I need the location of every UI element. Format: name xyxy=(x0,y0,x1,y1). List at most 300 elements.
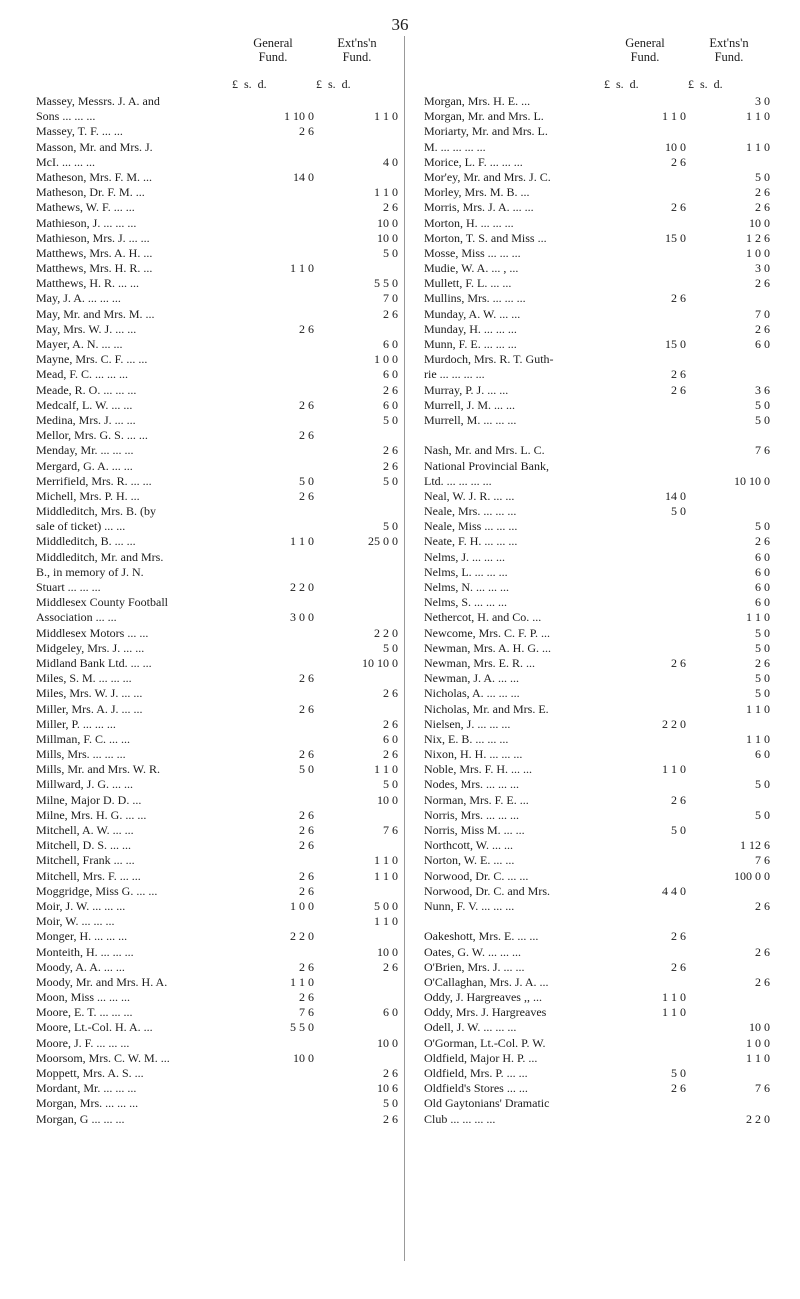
left-subscriber-list xyxy=(36,94,398,1127)
subscriber-row xyxy=(36,777,398,792)
subscriber-name: Munday, A. W. ... ... xyxy=(424,306,521,321)
extension-fund-amount: 2 2 0 xyxy=(374,625,398,640)
general-fund-amount: 2 6 xyxy=(671,200,686,215)
subscriber-name: O'Gorman, Lt.-Col. P. W. xyxy=(424,1035,546,1050)
left-column-headers xyxy=(36,36,398,94)
subscriber-name: May, Mrs. W. J. ... ... xyxy=(36,321,137,336)
subscriber-name: Oddy, Mrs. J. Hargreaves xyxy=(424,1005,547,1020)
subscriber-name: Murrell, M. ... ... ... xyxy=(424,412,517,427)
subscriber-name: Moorsom, Mrs. C. W. M. ... xyxy=(36,1050,170,1065)
extension-fund-amount: 1 0 0 xyxy=(746,245,770,260)
subscriber-name: Moppett, Mrs. A. S. ... xyxy=(36,1066,144,1080)
general-fund-amount: 2 6 xyxy=(299,671,314,686)
subscriber-name: Association ... ... xyxy=(36,610,117,625)
general-fund-amount: 14 0 xyxy=(665,488,686,503)
general-fund-amount: 2 6 xyxy=(299,807,314,822)
subscriber-row xyxy=(36,626,398,641)
extension-fund-amount: 2 6 xyxy=(755,321,770,336)
subscriber-name: Middleditch, Mrs. B. (by xyxy=(36,504,156,519)
extension-fund-amount: 2 6 xyxy=(383,458,398,473)
general-fund-header xyxy=(232,36,314,64)
subscriber-name: Neate, F. H. ... ... ... xyxy=(424,534,518,549)
subscriber-row xyxy=(36,884,398,899)
extension-fund-amount: 10 0 xyxy=(377,230,398,245)
subscriber-row xyxy=(36,550,398,565)
subscriber-row xyxy=(36,960,398,975)
extension-fund-amount: 5 0 xyxy=(755,169,770,184)
subscriber-row xyxy=(424,990,770,1005)
subscriber-name: Moggridge, Miss G. ... ... xyxy=(36,883,158,898)
extension-fund-amount: 5 0 xyxy=(755,412,770,427)
extension-fund-amount: 3 6 xyxy=(755,382,770,397)
general-fund-amount: 10 0 xyxy=(293,1050,314,1065)
general-fund-amount: 2 6 xyxy=(671,382,686,397)
general-fund-amount: 2 6 xyxy=(671,154,686,169)
extension-fund-amount: 10 10 0 xyxy=(734,473,770,488)
extension-fund-amount: 6 0 xyxy=(383,337,398,351)
extension-fund-amount: 5 0 xyxy=(383,1096,398,1111)
subscriber-row xyxy=(424,929,770,944)
subscriber-name: Munday, H. ... ... ... xyxy=(424,321,517,336)
subscriber-name: Mullins, Mrs. ... ... ... xyxy=(424,291,526,306)
subscriber-name: Mead, F. C. ... ... ... xyxy=(36,367,129,382)
subscriber-row xyxy=(36,519,398,534)
general-fund-amount: 2 6 xyxy=(671,792,686,807)
extension-fund-header xyxy=(688,36,770,64)
extension-fund-amount: 5 0 xyxy=(755,519,770,534)
subscriber-name: Mitchell, A. W. ... ... xyxy=(36,823,134,837)
general-fund-amount: 7 6 xyxy=(299,1005,314,1020)
subscriber-name: Sons ... ... ... xyxy=(36,109,96,124)
right-column-headers xyxy=(424,36,770,94)
subscriber-name: Monteith, H. ... ... ... xyxy=(36,944,134,959)
extension-fund-amount: 2 6 xyxy=(383,747,398,762)
subscriber-row xyxy=(424,337,770,352)
general-fund-amount: 2 6 xyxy=(671,655,686,670)
subscriber-row xyxy=(36,398,398,413)
extension-fund-amount: 6 0 xyxy=(755,564,770,579)
general-currency-units: £ s. d. xyxy=(232,77,267,91)
subscriber-row xyxy=(36,534,398,549)
extension-fund-amount: 5 0 xyxy=(383,777,398,792)
general-fund-amount: 5 0 xyxy=(299,473,314,488)
subscriber-name: Morton, H. ... ... ... xyxy=(424,215,514,230)
subscriber-row xyxy=(424,656,770,671)
subscriber-row xyxy=(36,671,398,686)
subscriber-name: Nethercot, H. and Co. ... xyxy=(424,610,542,625)
subscriber-name: Morgan, G ... ... ... xyxy=(36,1111,125,1126)
extension-fund-amount: 7 6 xyxy=(755,1081,770,1096)
subscriber-name: Moir, W. ... ... ... xyxy=(36,914,115,929)
extension-fund-amount: 5 0 xyxy=(383,640,398,655)
general-fund-amount: 2 6 xyxy=(671,1081,686,1096)
subscriber-name: Newcome, Mrs. C. F. P. ... xyxy=(424,625,551,640)
subscriber-row xyxy=(424,686,770,701)
general-fund-amount: 2 6 xyxy=(299,747,314,762)
general-fund-amount: 5 0 xyxy=(671,1066,686,1080)
extension-fund-amount: 10 10 0 xyxy=(362,655,398,670)
extension-fund-header-text: Ext'ns'n Fund. xyxy=(337,36,377,64)
general-fund-amount: 1 10 0 xyxy=(284,109,314,124)
subscriber-name: Michell, Mrs. P. H. ... xyxy=(36,488,140,503)
subscriber-name: Medcalf, L. W. ... ... xyxy=(36,397,133,412)
subscriber-row xyxy=(36,990,398,1005)
subscriber-row xyxy=(424,216,770,231)
subscriber-row xyxy=(36,853,398,868)
general-fund-amount: 2 6 xyxy=(299,959,314,974)
subscriber-name: Neale, Miss ... ... ... xyxy=(424,519,518,534)
subscriber-row xyxy=(36,216,398,231)
subscriber-row xyxy=(36,170,398,185)
subscriber-row xyxy=(36,580,398,595)
extension-fund-amount: 2 6 xyxy=(755,944,770,959)
subscriber-row xyxy=(424,1051,770,1066)
extension-fund-amount: 5 0 xyxy=(755,807,770,822)
column-divider xyxy=(404,36,405,1261)
subscriber-row xyxy=(424,185,770,200)
subscriber-name: Moody, A. A. ... ... xyxy=(36,959,125,974)
general-fund-amount: 14 0 xyxy=(293,169,314,184)
general-fund-amount: 2 6 xyxy=(671,291,686,306)
subscriber-name: Nicholas, A. ... ... ... xyxy=(424,686,520,701)
subscriber-row xyxy=(36,747,398,762)
subscriber-row xyxy=(424,793,770,808)
extension-fund-amount: 10 0 xyxy=(749,215,770,230)
subscriber-name: Mills, Mrs. ... ... ... xyxy=(36,747,126,762)
subscriber-row xyxy=(424,367,770,382)
general-fund-amount: 1 1 0 xyxy=(662,1005,686,1020)
subscriber-row xyxy=(36,823,398,838)
subscriber-name: Nunn, F. V. ... ... ... xyxy=(424,898,515,913)
subscriber-name: Newman, Mrs. A. H. G. ... xyxy=(424,640,551,655)
subscriber-name: M. ... ... ... ... xyxy=(424,139,486,154)
subscriber-row xyxy=(36,1051,398,1066)
subscriber-name: Nelms, J. ... ... ... xyxy=(424,549,505,564)
general-fund-amount: 2 6 xyxy=(299,124,314,139)
subscriber-name: Norris, Mrs. ... ... ... xyxy=(424,807,519,822)
extension-fund-amount: 6 0 xyxy=(755,747,770,762)
subscriber-name: Mathews, W. F. ... ... xyxy=(36,200,135,215)
subscriber-row xyxy=(36,656,398,671)
extension-fund-amount: 1 1 0 xyxy=(374,853,398,868)
subscriber-name: Matheson, Mrs. F. M. ... xyxy=(36,169,153,184)
subscriber-row xyxy=(36,246,398,261)
subscriber-name: Moore, E. T. ... ... ... xyxy=(36,1005,133,1020)
subscriber-name: Miles, Mrs. W. J. ... ... xyxy=(36,686,143,701)
extension-fund-amount: 1 12 6 xyxy=(740,838,770,853)
subscriber-name: Norris, Miss M. ... ... xyxy=(424,823,525,837)
subscriber-name: Oldfield, Mrs. P. ... ... xyxy=(424,1066,528,1080)
subscriber-row xyxy=(36,276,398,291)
general-fund-amount: 1 1 0 xyxy=(290,974,314,989)
subscriber-row xyxy=(424,550,770,565)
general-fund-amount: 5 5 0 xyxy=(290,1020,314,1035)
subscriber-row xyxy=(36,109,398,124)
subscriber-name: Mor'ey, Mr. and Mrs. J. C. xyxy=(424,169,551,184)
extension-fund-amount: 10 0 xyxy=(377,792,398,807)
subscriber-row xyxy=(424,443,770,458)
subscriber-row xyxy=(424,1020,770,1035)
subscriber-name: Nodes, Mrs. ... ... ... xyxy=(424,777,519,792)
subscriber-row xyxy=(424,975,770,990)
subscriber-name: O'Callaghan, Mrs. J. A. ... xyxy=(424,974,549,989)
extension-fund-amount: 2 6 xyxy=(383,382,398,397)
subscriber-row xyxy=(424,1081,770,1096)
subscriber-row xyxy=(424,231,770,246)
subscriber-name: Mordant, Mr. ... ... ... xyxy=(36,1081,137,1096)
subscriber-name: Mathieson, Mrs. J. ... ... xyxy=(36,230,150,245)
subscriber-row xyxy=(424,170,770,185)
subscriber-name: B., in memory of J. N. xyxy=(36,564,144,579)
subscriber-name: Milne, Mrs. H. G. ... ... xyxy=(36,807,147,822)
subscriber-name: Monger, H. ... ... ... xyxy=(36,929,128,944)
subscriber-row xyxy=(424,641,770,656)
subscriber-row xyxy=(36,261,398,276)
subscriber-row xyxy=(36,945,398,960)
extension-fund-amount: 4 0 xyxy=(383,154,398,169)
general-fund-amount: 2 6 xyxy=(299,883,314,898)
subscriber-row xyxy=(424,610,770,625)
subscriber-name: Moriarty, Mr. and Mrs. L. xyxy=(424,124,548,139)
subscriber-name: Midland Bank Ltd. ... ... xyxy=(36,655,152,670)
extension-fund-amount: 5 0 xyxy=(383,473,398,488)
extension-fund-amount: 6 0 xyxy=(755,337,770,351)
subscriber-name: O'Brien, Mrs. J. ... ... xyxy=(424,959,525,974)
subscriber-name: Mosse, Miss ... ... ... xyxy=(424,245,521,260)
general-fund-header-text: General Fund. xyxy=(625,36,665,64)
extension-fund-amount: 7 0 xyxy=(755,306,770,321)
subscriber-row xyxy=(424,899,770,914)
subscriber-name: Millman, F. C. ... ... xyxy=(36,731,131,746)
subscriber-name: Mergard, G. A. ... ... xyxy=(36,458,133,473)
subscriber-row xyxy=(36,899,398,914)
extension-fund-amount: 5 0 xyxy=(755,625,770,640)
subscriber-row xyxy=(424,869,770,884)
extension-fund-amount: 2 2 0 xyxy=(746,1111,770,1126)
extension-fund-amount: 5 0 xyxy=(755,671,770,686)
subscriber-name: Nelms, L. ... ... ... xyxy=(424,564,508,579)
subscriber-row xyxy=(424,413,770,428)
subscriber-name: Moir, J. W. ... ... ... xyxy=(36,898,126,913)
subscriber-name: Noble, Mrs. F. H. ... ... xyxy=(424,762,533,777)
subscriber-row xyxy=(424,853,770,868)
subscriber-name: Middlesex Motors ... ... xyxy=(36,625,149,640)
subscriber-row xyxy=(424,383,770,398)
page-number: 36 xyxy=(391,15,409,34)
general-fund-amount: 2 6 xyxy=(671,367,686,382)
general-fund-amount: 2 6 xyxy=(299,488,314,503)
subscriber-row xyxy=(424,276,770,291)
subscriber-row xyxy=(36,474,398,489)
extension-fund-amount: 7 0 xyxy=(383,291,398,306)
general-fund-amount: 5 0 xyxy=(671,504,686,519)
general-fund-amount: 5 0 xyxy=(671,823,686,837)
subscriber-name: Moody, Mr. and Mrs. H. A. xyxy=(36,974,168,989)
subscriber-name: Oldfield, Major H. P. ... xyxy=(424,1050,538,1065)
subscriber-row xyxy=(36,443,398,458)
extension-fund-amount: 2 6 xyxy=(383,686,398,701)
subscriber-row xyxy=(424,884,770,899)
subscriber-row xyxy=(36,307,398,322)
subscriber-name: Stuart ... ... ... xyxy=(36,580,101,594)
subscriber-row xyxy=(424,808,770,823)
subscriber-row xyxy=(36,732,398,747)
subscriber-name: Milne, Major D. D. ... xyxy=(36,792,142,807)
subscriber-name: Mitchell, D. S. ... ... xyxy=(36,838,131,853)
subscriber-name: Odell, J. W. ... ... ... xyxy=(424,1020,517,1035)
extension-fund-amount: 10 0 xyxy=(377,944,398,959)
subscriber-name: Midgeley, Mrs. J. ... ... xyxy=(36,640,145,655)
subscriber-row xyxy=(36,929,398,944)
subscriber-row xyxy=(36,762,398,777)
subscriber-row xyxy=(424,732,770,747)
subscriber-row xyxy=(424,140,770,155)
extension-fund-amount: 5 5 0 xyxy=(374,276,398,291)
subscriber-row xyxy=(36,975,398,990)
general-fund-amount: 1 1 0 xyxy=(290,534,314,549)
subscriber-name: Menday, Mr. ... ... ... xyxy=(36,443,134,458)
subscriber-row xyxy=(36,1020,398,1035)
subscriber-name: Ltd. ... ... ... ... xyxy=(424,473,492,488)
subscriber-row xyxy=(424,777,770,792)
subscriber-row xyxy=(36,808,398,823)
subscriber-name: Old Gaytonians' Dramatic xyxy=(424,1096,550,1111)
general-fund-amount: 1 1 0 xyxy=(662,762,686,777)
subscriber-row xyxy=(36,869,398,884)
subscriber-name: Mudie, W. A. ... , ... xyxy=(424,261,519,276)
general-fund-amount: 3 0 0 xyxy=(290,610,314,625)
extension-fund-amount: 7 6 xyxy=(755,443,770,458)
subscriber-name: Nicholas, Mr. and Mrs. E. xyxy=(424,701,549,716)
subscriber-name: Matthews, H. R. ... ... xyxy=(36,276,139,291)
extension-fund-amount: 10 6 xyxy=(377,1081,398,1096)
subscriber-name: Massey, T. F. ... ... xyxy=(36,124,123,139)
subscriber-name: Morgan, Mrs. ... ... ... xyxy=(36,1096,139,1111)
extension-fund-amount: 6 0 xyxy=(755,580,770,594)
subscriber-name: Moon, Miss ... ... ... xyxy=(36,990,131,1005)
subscriber-row xyxy=(36,155,398,170)
subscriber-name: Merrifield, Mrs. R. ... ... xyxy=(36,473,152,488)
subscriber-row xyxy=(36,1096,398,1111)
subscriber-row xyxy=(424,747,770,762)
general-fund-amount: 15 0 xyxy=(665,337,686,351)
subscriber-name: Mathieson, J. ... ... ... xyxy=(36,215,137,230)
subscriber-row xyxy=(36,504,398,519)
subscriber-row xyxy=(424,200,770,215)
subscriber-name: Masson, Mr. and Mrs. J. xyxy=(36,139,153,154)
subscriber-row xyxy=(424,291,770,306)
extension-fund-amount: 10 0 xyxy=(377,1035,398,1050)
extension-fund-amount: 1 1 0 xyxy=(746,139,770,154)
general-fund-amount: 2 2 0 xyxy=(662,716,686,731)
subscriber-row xyxy=(424,398,770,413)
subscriber-name: Middleditch, Mr. and Mrs. xyxy=(36,549,164,564)
subscriber-name: Neal, W. J. R. ... ... xyxy=(424,488,515,503)
extension-fund-amount: 10 0 xyxy=(377,215,398,230)
extension-fund-amount: 1 1 0 xyxy=(374,762,398,777)
subscriber-name: Munn, F. E. ... ... ... xyxy=(424,337,517,351)
extension-fund-amount: 1 1 0 xyxy=(374,914,398,929)
subscriber-row xyxy=(424,352,770,367)
extension-fund-amount: 1 1 0 xyxy=(746,109,770,124)
subscriber-row xyxy=(424,109,770,124)
subscriber-name: Matthews, Mrs. H. R. ... xyxy=(36,261,153,276)
extension-fund-amount: 1 1 0 xyxy=(746,610,770,625)
subscriber-row xyxy=(424,459,770,474)
subscriber-row xyxy=(36,200,398,215)
extension-fund-amount: 5 0 xyxy=(383,245,398,260)
subscriber-row xyxy=(424,960,770,975)
subscriber-name: Nixon, H. H. ... ... ... xyxy=(424,747,523,762)
subscriber-name: Oddy, J. Hargreaves ,, ... xyxy=(424,990,542,1005)
subscriber-name: Massey, Messrs. J. A. and xyxy=(36,94,160,108)
subscriber-name: Middleditch, B. ... ... xyxy=(36,534,136,549)
right-column xyxy=(424,36,770,1127)
extension-fund-amount: 5 0 0 xyxy=(374,898,398,913)
subscriber-row xyxy=(424,945,770,960)
subscriber-name: Morley, Mrs. M. B. ... xyxy=(424,185,530,200)
subscriber-row xyxy=(424,155,770,170)
subscriber-row xyxy=(36,367,398,382)
subscriber-row xyxy=(424,307,770,322)
subscriber-row xyxy=(36,838,398,853)
extension-fund-amount: 2 6 xyxy=(755,974,770,989)
subscriber-name: Mullett, F. L. ... ... xyxy=(424,276,512,291)
subscriber-name: Miles, S. M. ... ... ... xyxy=(36,671,132,686)
subscriber-name: Norwood, Dr. C. and Mrs. xyxy=(424,883,550,898)
subscriber-row xyxy=(36,489,398,504)
general-fund-amount: 2 6 xyxy=(671,959,686,974)
subscriber-row xyxy=(424,1096,770,1111)
extension-fund-amount: 1 1 0 xyxy=(746,701,770,716)
subscriber-name: Miller, P. ... ... ... xyxy=(36,716,116,731)
subscriber-name: Northcott, W. ... ... xyxy=(424,838,513,853)
subscriber-row xyxy=(36,1066,398,1081)
subscriber-row xyxy=(424,823,770,838)
extension-fund-amount: 1 1 0 xyxy=(374,109,398,124)
extension-fund-amount: 6 0 xyxy=(383,1005,398,1020)
subscriber-row xyxy=(36,352,398,367)
subscriber-name: Matthews, Mrs. A. H. ... xyxy=(36,245,153,260)
subscriber-row xyxy=(424,94,770,109)
extension-currency-units: £ s. d. xyxy=(316,77,351,91)
subscriber-name: rie ... ... ... ... xyxy=(424,367,485,382)
subscriber-row xyxy=(36,641,398,656)
general-fund-amount: 1 0 0 xyxy=(290,898,314,913)
extension-fund-amount: 3 0 xyxy=(755,94,770,108)
subscriber-row xyxy=(36,717,398,732)
general-fund-amount: 2 6 xyxy=(299,397,314,412)
extension-fund-amount: 5 0 xyxy=(383,519,398,534)
general-currency-units: £ s. d. xyxy=(604,77,639,91)
subscriber-name: McI. ... ... ... xyxy=(36,154,95,169)
subscriber-name: Neale, Mrs. ... ... ... xyxy=(424,504,517,519)
extension-fund-amount: 1 1 0 xyxy=(374,868,398,883)
extension-currency-units: £ s. d. xyxy=(688,77,723,91)
subscriber-row xyxy=(424,717,770,732)
subscriber-name: Morgan, Mr. and Mrs. L. xyxy=(424,109,544,124)
extension-fund-amount: 25 0 0 xyxy=(368,534,398,549)
extension-fund-amount: 1 1 0 xyxy=(746,1050,770,1065)
subscriber-name: sale of ticket) ... ... xyxy=(36,519,126,534)
extension-fund-amount: 5 0 xyxy=(383,412,398,427)
extension-fund-amount: 6 0 xyxy=(383,731,398,746)
general-fund-amount: 2 6 xyxy=(299,868,314,883)
subscriber-name: Middlesex County Football xyxy=(36,595,168,610)
subscriber-row xyxy=(424,838,770,853)
subscriber-name: May, J. A. ... ... ... xyxy=(36,291,121,306)
general-fund-amount: 2 6 xyxy=(299,990,314,1005)
